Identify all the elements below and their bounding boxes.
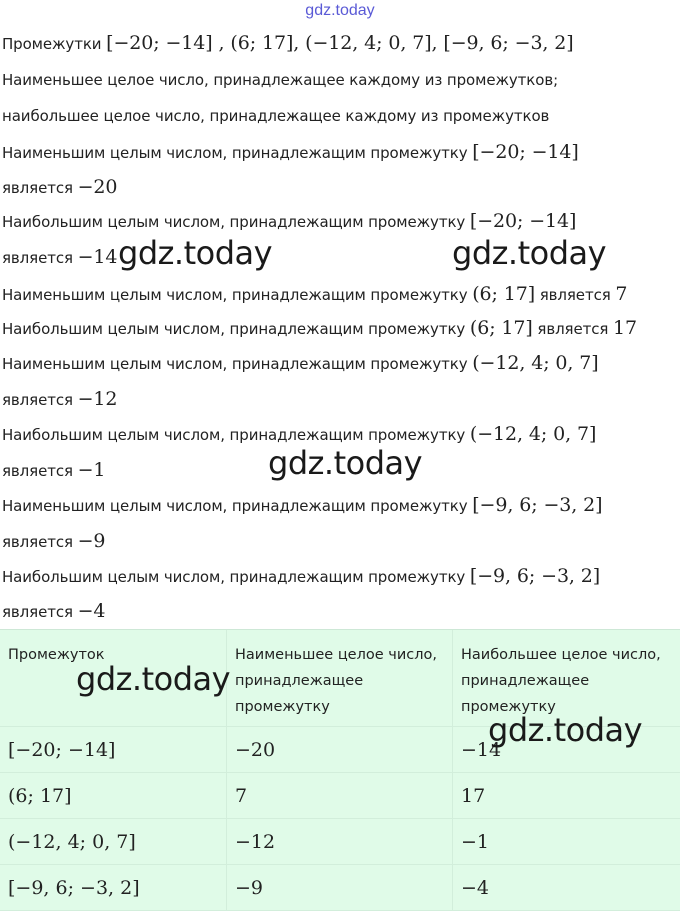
watermark: gdz.today bbox=[118, 234, 273, 272]
answer-math: (6; 17] bbox=[469, 317, 533, 339]
table-header-cell: Наименьшее целое число, принадлежащее промежутку bbox=[227, 630, 453, 726]
table-cell: −12 bbox=[227, 819, 453, 864]
answer-line bbox=[2, 530, 105, 552]
answer-text: Наибольшим целым числом, принадлежащим промежутку bbox=[2, 213, 466, 231]
answer-text: Наибольшим целым числом, принадлежащим промежутку bbox=[2, 568, 466, 586]
answer-math: (−12, 4; 0, 7] bbox=[472, 352, 599, 374]
table-cell: −20 bbox=[227, 727, 453, 772]
table-cell: [−20; −14] bbox=[0, 727, 227, 772]
table-cell: −4 bbox=[461, 876, 490, 899]
intervals-math: [−20; −14] , (6; 17], (−12, 4; 0, 7], [−9, 6; −3, 2] bbox=[106, 32, 574, 54]
answer-text: является bbox=[2, 179, 73, 197]
watermark: gdz.today bbox=[268, 444, 423, 482]
table-cell: 17 bbox=[461, 784, 486, 807]
table-cell: (6; 17] bbox=[0, 773, 227, 818]
table-cell: −14 bbox=[461, 738, 502, 761]
table-cell: [−9, 6; −3, 2] bbox=[0, 865, 227, 910]
table-cell: 7 bbox=[227, 773, 453, 818]
table-row bbox=[0, 819, 680, 865]
answer-math: −1 bbox=[77, 459, 106, 481]
answer-math: −20 bbox=[77, 176, 118, 198]
answer-line bbox=[2, 283, 627, 305]
answer-text: Наименьшим целым числом, принадлежащим промежутку bbox=[2, 286, 468, 304]
answer-line bbox=[2, 210, 576, 232]
site-header-link[interactable]: gdz.today bbox=[305, 2, 375, 19]
answer-line bbox=[2, 388, 117, 410]
answer-math: [−9, 6; −3, 2] bbox=[469, 565, 601, 587]
task-text-2: наибольшее целое число, принадлежащее каждому из промежутков bbox=[2, 107, 550, 125]
answer-text: Наибольшим целым числом, принадлежащим промежутку bbox=[2, 320, 466, 338]
answer-line bbox=[2, 176, 117, 198]
intervals-line bbox=[2, 32, 574, 54]
watermark: gdz.today bbox=[452, 234, 607, 272]
table-cell: (−12, 4; 0, 7] bbox=[0, 819, 227, 864]
table-row bbox=[0, 865, 680, 911]
table-cell: −9 bbox=[227, 865, 453, 910]
answer-text: Наименьшим целым числом, принадлежащим промежутку bbox=[2, 144, 468, 162]
answer-line bbox=[2, 423, 596, 445]
table-header-cell: Наибольшее целое число, принадлежащее промежутку bbox=[461, 647, 661, 715]
answer-text: Наименьшим целым числом, принадлежащим промежутку bbox=[2, 497, 468, 515]
watermark: gdz.today bbox=[488, 711, 643, 749]
answer-line bbox=[2, 600, 105, 622]
answer-line bbox=[2, 246, 117, 268]
answer-text: является bbox=[537, 320, 609, 338]
answer-math: −12 bbox=[77, 388, 118, 410]
answer-text: Наименьшим целым числом, принадлежащим промежутку bbox=[2, 355, 468, 373]
answer-math: −14 bbox=[77, 246, 118, 268]
answer-line bbox=[2, 494, 602, 516]
table-cell: −1 bbox=[461, 830, 490, 853]
answer-math: (6; 17] bbox=[472, 283, 536, 305]
answer-text: является bbox=[539, 286, 611, 304]
answer-text: Наибольшим целым числом, принадлежащим промежутку bbox=[2, 426, 466, 444]
task-line-2 bbox=[2, 107, 549, 125]
answer-text: является bbox=[2, 249, 73, 267]
answer-text: является bbox=[2, 533, 73, 551]
answer-math: (−12, 4; 0, 7] bbox=[469, 423, 597, 445]
table-header-cell: Промежуток bbox=[0, 630, 227, 726]
answer-math: [−20; −14] bbox=[469, 210, 577, 232]
answer-line bbox=[2, 317, 637, 339]
answer-math: [−9, 6; −3, 2] bbox=[472, 494, 603, 516]
answer-line bbox=[2, 352, 599, 374]
answer-math: 7 bbox=[615, 283, 628, 305]
answer-math: [−20; −14] bbox=[472, 141, 579, 163]
answer-math: −4 bbox=[77, 600, 106, 622]
task-line-1 bbox=[2, 71, 558, 89]
watermark: gdz.today bbox=[76, 660, 231, 698]
answer-line bbox=[2, 459, 105, 481]
answer-line bbox=[2, 565, 600, 587]
answer-text: является bbox=[2, 462, 73, 480]
table-row bbox=[0, 773, 680, 819]
answer-math: 17 bbox=[613, 317, 637, 339]
answer-line bbox=[2, 141, 579, 163]
intervals-label: Промежутки bbox=[2, 35, 102, 53]
task-text-1: Наименьшее целое число, принадлежащее каждому из промежутков; bbox=[2, 71, 559, 89]
answer-text: является bbox=[2, 391, 73, 409]
answer-math: −9 bbox=[77, 530, 106, 552]
answer-text: является bbox=[2, 603, 73, 621]
